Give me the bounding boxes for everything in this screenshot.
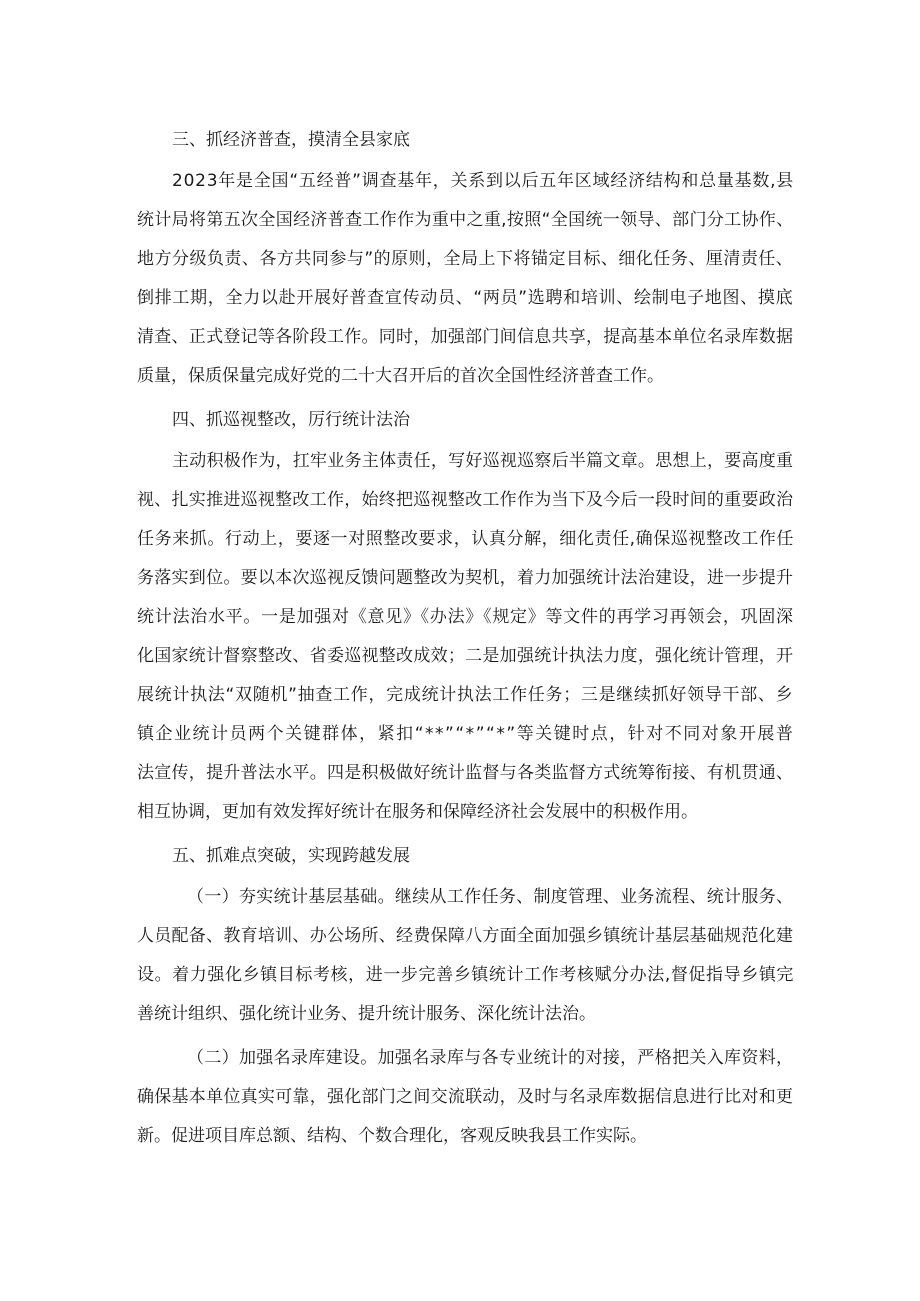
paragraph-line: 2023年是全国“五经普”调查基年，关系到以后五年区域经济结构和总量基数,县: [172, 171, 795, 191]
paragraph-line: 善统计组织、强化统计业务、提升统计服务、深化统计法治。: [137, 1004, 596, 1024]
paragraph-line: 展统计执法“双随机”抽查工作，完成统计执法工作任务；三是继续抓好领导干部、乡: [137, 685, 794, 705]
section-heading: 四、抓巡视整改，厉行统计法治: [172, 410, 410, 430]
paragraph-line: 相互协调，更加有效发挥好统计在服务和保障经济社会发展中的积极作用。: [137, 802, 698, 822]
paragraph-line: （二）加强名录库建设。加强名录库与各专业统计的对接，严格把关入库资料，: [187, 1048, 794, 1068]
paragraph-line: 清查、正式登记等各阶段工作。同时，加强部门间信息共享，提高基本单位名录库数据: [137, 327, 794, 347]
paragraph-line: 设。着力强化乡镇目标考核，进一步完善乡镇统计工作考核赋分办法,督促指导乡镇完: [137, 965, 795, 985]
paragraph-line: 统计局将第五次全国经济普查工作作为重中之重,按照“全国统一领导、部门分工协作、: [137, 210, 794, 230]
paragraph-line: 倒排工期，全力以赴开展好普查宣传动员、“两员”选聘和培训、绘制电子地图、摸底: [137, 288, 794, 308]
paragraph-line: 新。促进项目库总额、结构、个数合理化，客观反映我县工作实际。: [137, 1126, 647, 1146]
paragraph-line: 化国家统计督察整改、省委巡视整改成效；二是加强统计执法力度，强化统计管理，开: [137, 646, 794, 666]
paragraph-line: 视、扎实推进巡视整改工作，始终把巡视整改工作作为当下及今后一段时间的重要政治: [137, 490, 794, 510]
paragraph-line: （一）夯实统计基层基础。继续从工作任务、制度管理、业务流程、统计服务、: [187, 887, 794, 907]
paragraph-line: 统计法治水平。一是加强对《意见》《办法》《规定》等文件的再学习再领会，巩固深: [137, 607, 794, 627]
paragraph-line: 镇企业统计员两个关键群体，紧扣“**”“*”“*”等关键时点，针对不同对象开展普: [137, 724, 795, 744]
paragraph-line: 任务来抓。行动上，要逐一对照整改要求，认真分解，细化责任,确保巡视整改工作任: [137, 529, 795, 549]
paragraph-line: 主动积极作为，扛牢业务主体责任，写好巡视巡察后半篇文章。思想上，要高度重: [172, 451, 794, 471]
paragraph-line: 人员配备、教育培训、办公场所、经费保障八方面全面加强乡镇统计基层基础规范化建: [137, 926, 794, 946]
section-heading: 五、抓难点突破，实现跨越发展: [172, 846, 410, 866]
paragraph-line: 务落实到位。要以本次巡视反馈问题整改为契机，着力加强统计法治建设，进一步提升: [137, 568, 794, 588]
paragraph-line: 法宣传，提升普法水平。四是积极做好统计监督与各类监督方式统筹衔接、有机贯通、: [137, 763, 794, 783]
section-heading: 三、抓经济普查，摸清全县家底: [172, 130, 410, 150]
paragraph-line: 确保基本单位真实可靠，强化部门之间交流联动，及时与名录库数据信息进行比对和更: [137, 1087, 794, 1107]
paragraph-line: 地方分级负责、各方共同参与”的原则，全局上下将锚定目标、细化任务、厘清责任、: [137, 249, 794, 269]
paragraph-line: 质量，保质保量完成好党的二十大召开后的首次全国性经济普查工作。: [137, 366, 664, 386]
